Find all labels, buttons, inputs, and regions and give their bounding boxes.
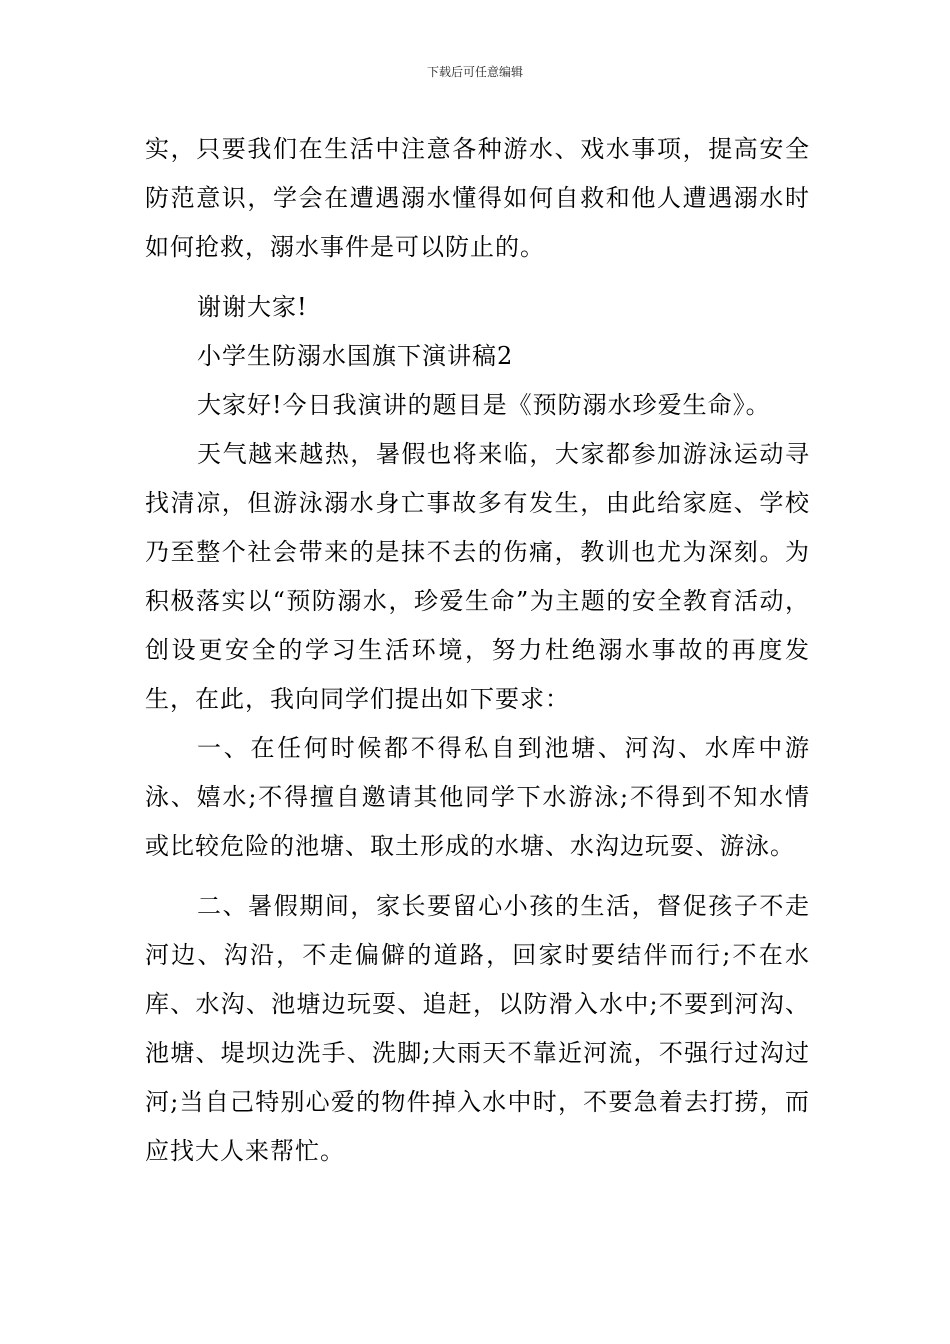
paragraph-conclusion: 实，只要我们在生活中注意各种游水、戏水事项，提高安全防范意识，学会在遭遇溺水懂得如何自救和他人遭遇溺水时如何抢救，溺水事件是可以防止的。 [145, 135, 810, 261]
speech-title: 小学生防溺水国旗下演讲稿2 [197, 342, 514, 370]
paragraph-rule-two: 二、暑假期间，家长要留心小孩的生活，督促孩子不走河边、沟沿，不走偏僻的道路，回家时要结伴而行;不在水库、水沟、池塘边玩耍、追赶，以防滑入水中;不要到河沟、池塘、堤坝边洗手、洗脚;大雨天不靠近河流，不强行过沟过河;当自己特别心爱的物件掉入水中时，不要急着去打捞，而应找大人来帮忙。 [145, 892, 810, 1165]
paragraph-thanks: 谢谢大家! [197, 293, 308, 321]
document-body [145, 125, 810, 1176]
paragraph-greeting: 大家好!今日我演讲的题目是《预防溺水珍爱生命》。 [197, 391, 771, 419]
paragraph-rule-one: 一、在任何时候都不得私自到池塘、河沟、水库中游泳、嬉水;不得擅自邀请其他同学下水游泳;不得到不知水情或比较危险的池塘、取土形成的水塘、水沟边玩耍、游泳。 [145, 734, 810, 860]
paragraph-intro: 天气越来越热，暑假也将来临，大家都参加游泳运动寻找清凉，但游泳溺水身亡事故多有发生，由此给家庭、学校乃至整个社会带来的是抹不去的伤痛，教训也尤为深刻。为积极落实以“预防溺水，珍爱生命”为主题的安全教育活动，创设更安全的学习生活环境，努力杜绝溺水事故的再度发生，在此，我向同学们提出如下要求： [145, 440, 810, 713]
page-header-note: 下载后可任意编辑 [426, 65, 523, 79]
